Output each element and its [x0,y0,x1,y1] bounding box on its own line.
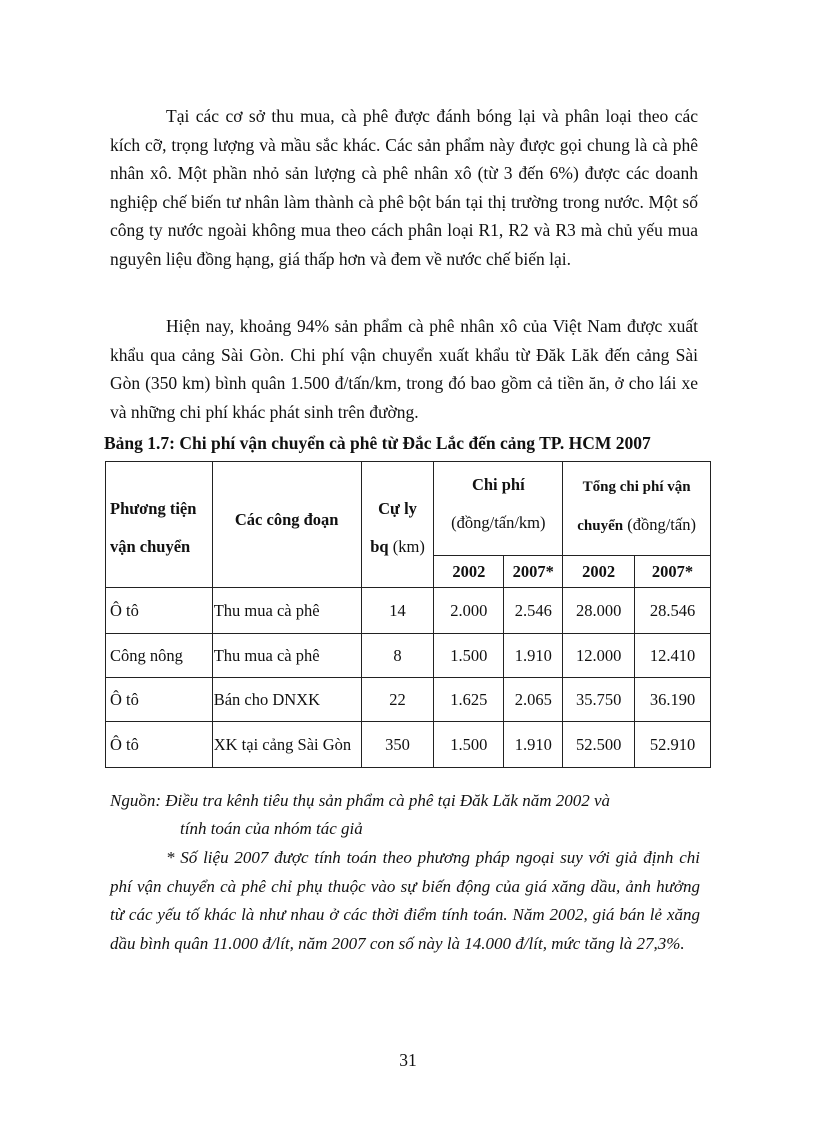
header-cost [434,462,563,556]
cell-vehicle: Ô tô [106,722,213,768]
cell-distance: 350 [361,722,434,768]
cell-distance: 14 [361,588,434,634]
header-cost-title: Chi phí [471,475,525,494]
table-header-row [106,462,711,556]
source-note-continued: tính toán của nhóm tác giả [180,819,363,838]
table-row [106,634,711,678]
cell-cost-2007: 2.546 [504,588,563,634]
cell-vehicle: Ô tô [106,678,213,722]
cell-total-2002: 35.750 [563,678,635,722]
header-distance-unit: (km) [388,537,425,556]
table-row [106,722,711,768]
transport-cost-table [105,461,711,768]
header-vehicle-line2: vận chuyển [110,537,191,556]
cell-total-2002: 52.500 [563,722,635,768]
cell-stage: XK tại cảng Sài Gòn [212,722,361,768]
cell-distance: 22 [361,678,434,722]
cell-cost-2007: 2.065 [504,678,563,722]
header-cost-2002: 2002 [434,556,504,588]
header-total-unit: (đồng/tấn) [623,515,696,534]
cell-stage: Thu mua cà phê [212,588,361,634]
table-caption: Bảng 1.7: Chi phí vận chuyển cà phê từ Đắc Lắc đến cảng TP. HCM 2007 [104,433,651,453]
cell-stage: Bán cho DNXK [212,678,361,722]
source-note: Nguồn: Điều tra kênh tiêu thụ sản phẩm cà phê tại Đăk Lăk năm 2002 và [110,791,611,810]
cell-total-2007: 12.410 [635,634,711,678]
header-total [563,462,711,556]
header-distance-line1: Cự ly [378,499,417,518]
cell-vehicle: Công nông [106,634,213,678]
header-cost-unit: (đồng/tấn/km) [451,513,546,532]
header-cost-2007: 2007* [504,556,563,588]
table-row [106,588,711,634]
paragraph-2: Hiện nay, khoảng 94% sản phẩm cà phê nhân xô của Việt Nam được xuất khẩu qua cảng Sài Gòn. Chi phí vận chuyển xuất khẩu từ Đăk Lăk đến cảng Sài Gòn (350 km) bình quân 1.500 đ/tấn/km, trong đó bao gồm cả tiền ăn, ở cho lái xe và những chi phí khác phát sinh trên đường. [110,316,698,422]
cell-cost-2007: 1.910 [504,722,563,768]
header-total-2002: 2002 [563,556,635,588]
cell-cost-2002: 1.500 [434,722,504,768]
footnote: * Số liệu 2007 được tính toán theo phương pháp ngoại suy với giả định chi phí vận chuyển cà phê chỉ phụ thuộc vào sự biến động của giá xăng dầu, ảnh hưởng từ các yếu tố khác là như nhau ở các thời điểm tính toán. Năm 2002, giá bán lẻ xăng dầu bình quân 11.000 đ/lít, năm 2007 con số này là 14.000 đ/lít, mức tăng là 27,3%. [110,848,700,953]
header-vehicle [106,462,213,588]
cell-cost-2002: 1.625 [434,678,504,722]
header-total-line1: Tổng chi phí vận [582,479,691,495]
cell-stage: Thu mua cà phê [212,634,361,678]
cell-cost-2007: 1.910 [504,634,563,678]
cell-total-2002: 28.000 [563,588,635,634]
cell-total-2007: 36.190 [635,678,711,722]
cell-vehicle: Ô tô [106,588,213,634]
cell-total-2007: 52.910 [635,722,711,768]
cell-distance: 8 [361,634,434,678]
header-total-2007: 2007* [635,556,711,588]
header-distance-bq: bq [370,537,389,556]
header-stage: Các công đoạn [212,462,361,588]
header-total-chuyen: chuyển [577,518,624,534]
page-number: 31 [399,1050,417,1070]
cell-cost-2002: 2.000 [434,588,504,634]
table-row [106,678,711,722]
cell-total-2002: 12.000 [563,634,635,678]
cell-total-2007: 28.546 [635,588,711,634]
paragraph-1: Tại các cơ sở thu mua, cà phê được đánh bóng lại và phân loại theo các kích cỡ, trọng lượng và mầu sắc khác. Các sản phẩm này được gọi chung là cà phê nhân xô. Một phần nhỏ sản lượng cà phê nhân xô (từ 3 đến 6%) được các doanh nghiệp chế biến tư nhân làm thành cà phê bột bán tại thị trường trong nước. Một số công ty nước ngoài không mua theo cách phân loại R1, R2 và R3 mà chủ yếu mua nguyên liệu đồng hạng, giá thấp hơn và đem về nước chế biến lại. [110,106,698,269]
header-vehicle-line1: Phương tiện [110,499,197,518]
cell-cost-2002: 1.500 [434,634,504,678]
header-distance [361,462,434,588]
